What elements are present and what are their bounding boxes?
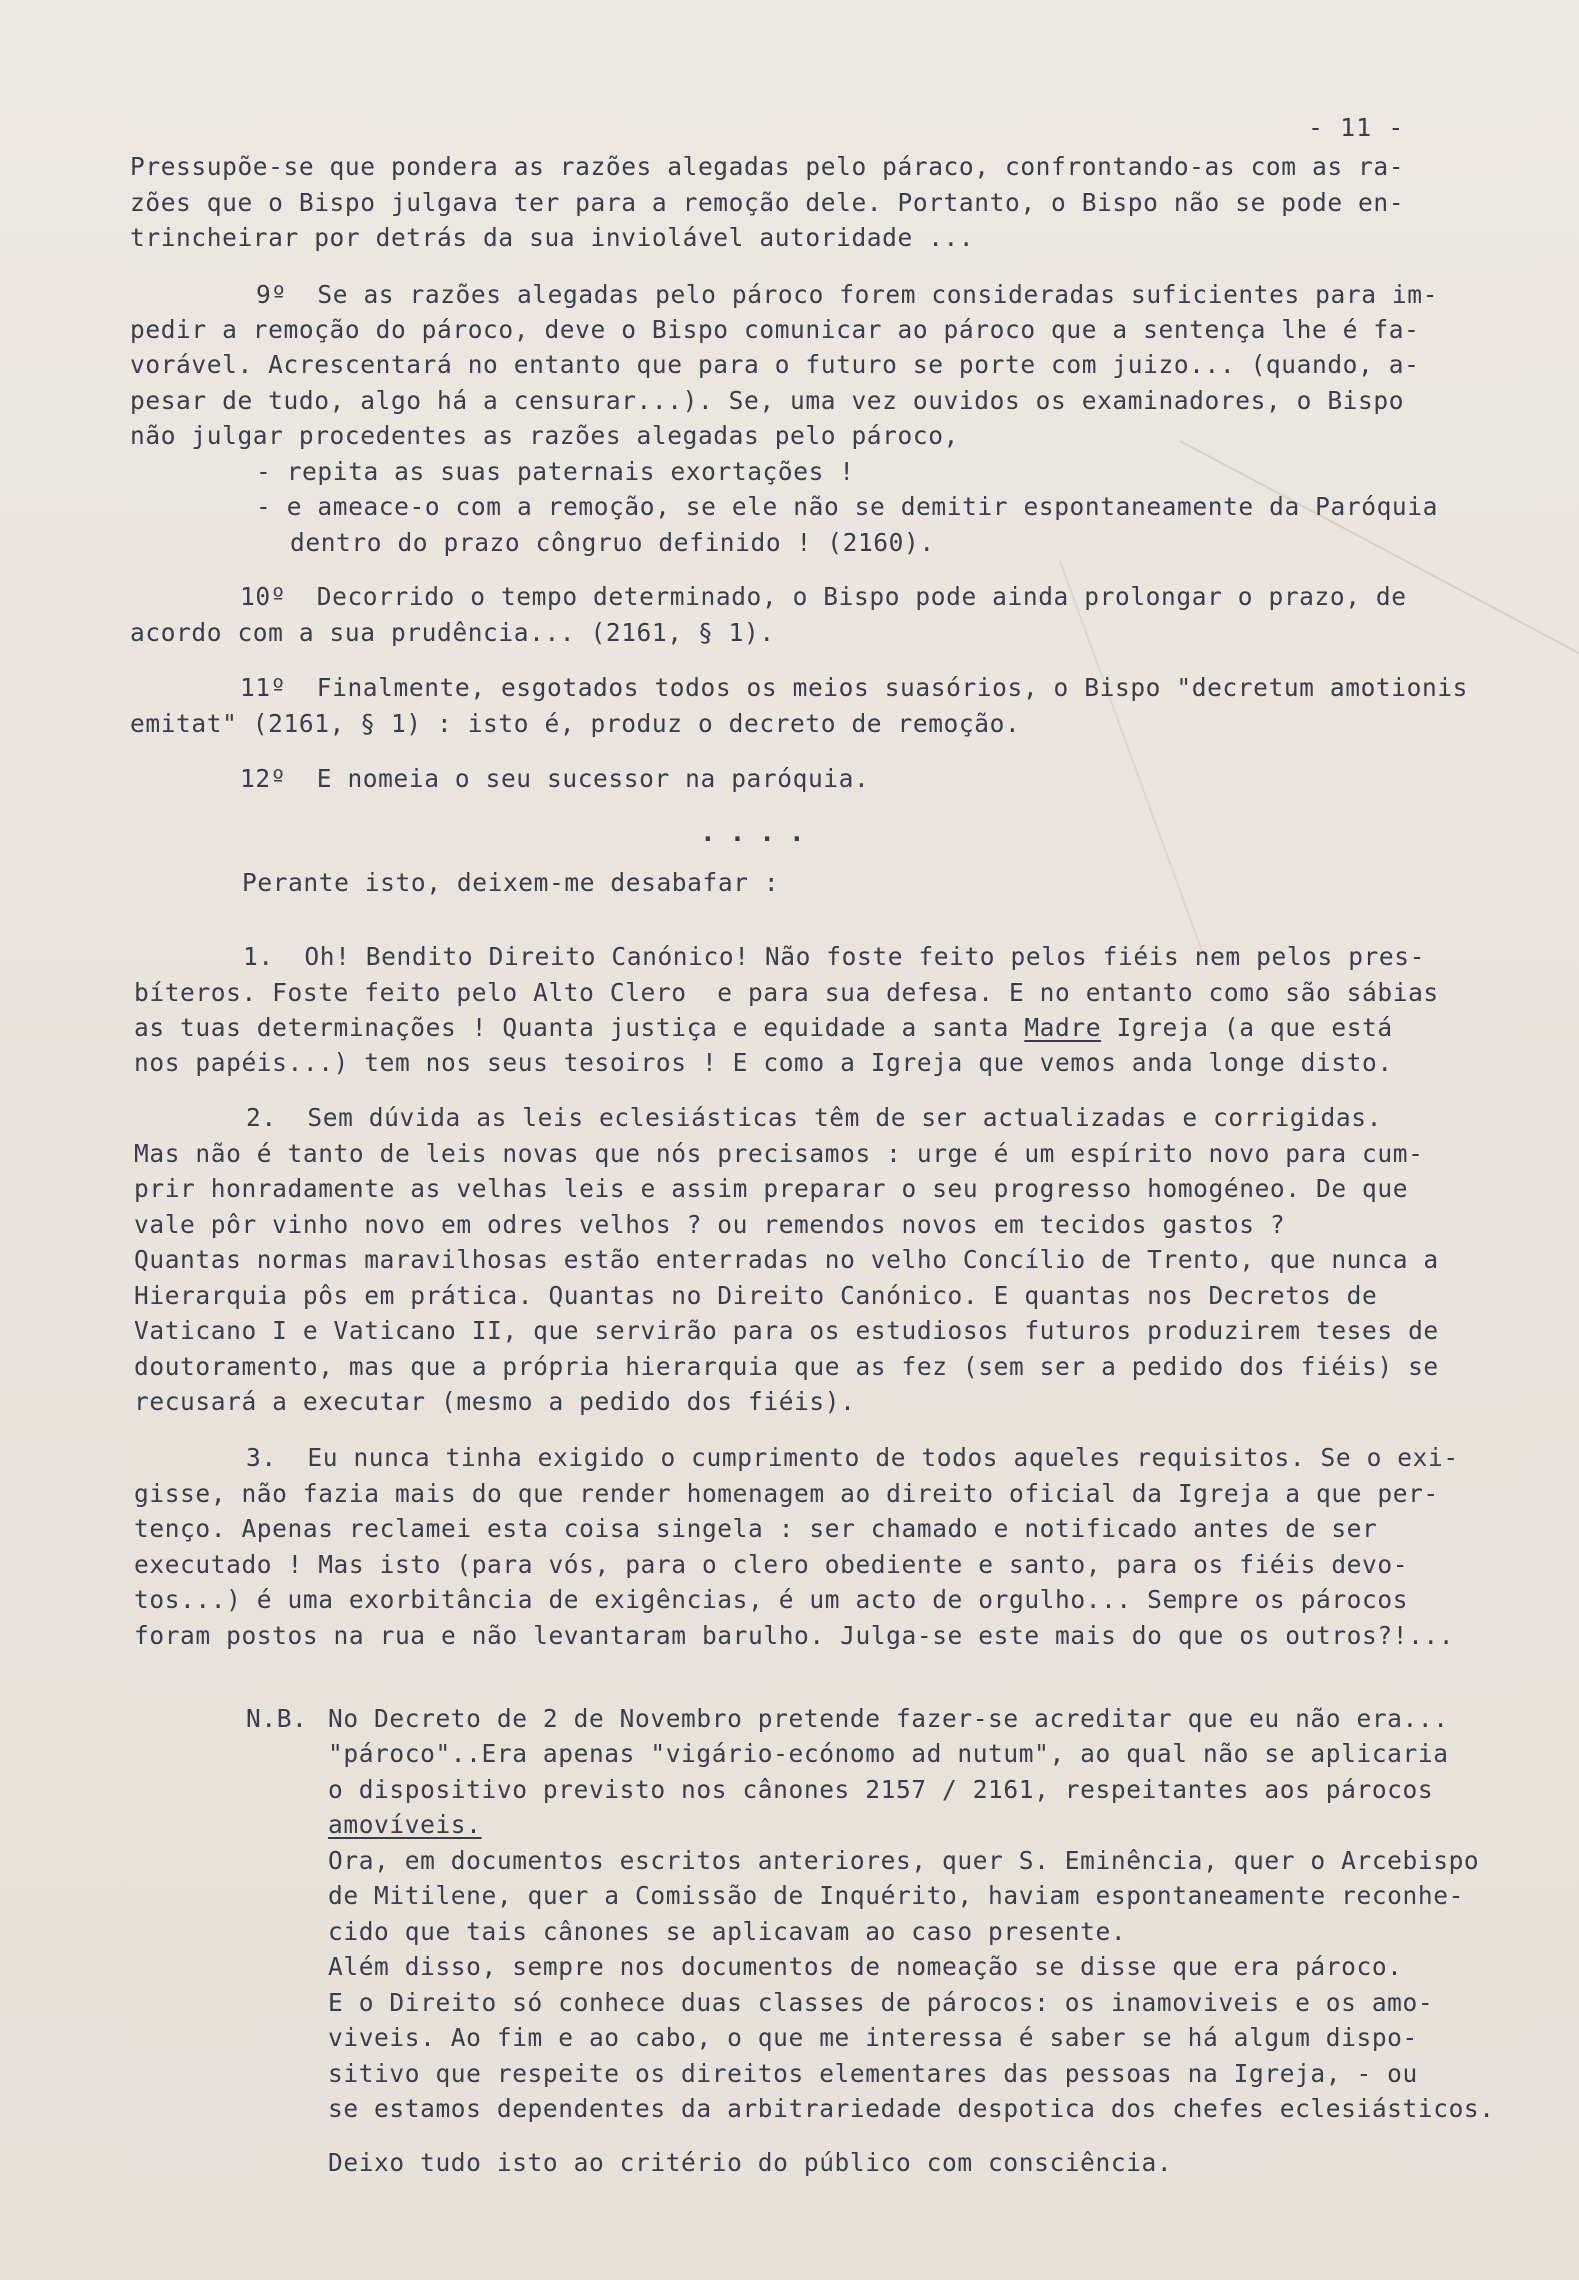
nb-line: de Mitilene, quer a Comissão de Inquérito, haviam espontaneamente reconhe- [328,1881,1464,1910]
paper-fold-crease [1180,440,1579,677]
nb-line: No Decreto de 2 de Novembro pretende fazer-se acreditar que eu não era... [328,1704,1449,1733]
nb-underlined-word: amovíveis. [328,1810,482,1839]
point2-line: Hierarquia pôs em prática. Quantas no Direito Canónico. E quantas nos Decretos de [134,1281,1378,1310]
nb-line: o dispositivo previsto nos cânones 2157 / 2161, respeitantes aos párocos [328,1775,1434,1804]
point2-line: doutoramento, mas que a própria hierarquia que as fez (sem ser a pedido dos fiéis) se [134,1352,1439,1381]
point2-line: 2. Sem dúvida as leis eclesiásticas têm de ser actualizadas e corrigidas. [246,1103,1382,1132]
point3-line: executado ! Mas isto (para vós, para o clero obediente e santo, para os fiéis devo- [134,1550,1409,1579]
item9-bullet: - repita as suas paternais exortações ! [256,457,855,486]
paper-fold-crease-secondary [1059,561,1205,956]
point2-line: vale pôr vinho novo em odres velhos ? ou remendos novos em tecidos gastos ? [134,1210,1286,1239]
nb-line: "pároco"..Era apenas "vigário-ecónomo ad nutum", ao qual não se aplicaria [328,1739,1449,1768]
nb-line: sitivo que respeite os direitos elementares das pessoas na Igreja, - ou [328,2059,1418,2088]
item11-line: emitat" (2161, § 1) : isto é, produz o decreto de remoção. [130,709,1021,738]
point3-line: foram postos na rua e não levantaram barulho. Julga-se este mais do que os outros?!... [134,1621,1455,1650]
nb-line: E o Direito só conhece duas classes de párocos: os inamoviveis e os amo- [328,1988,1434,2017]
point3-line: tos...) é uma exorbitância de exigências, é um acto de orgulho... Sempre os párocos [134,1585,1409,1614]
item10-line: 10º Decorrido o tempo determinado, o Bispo pode ainda prolongar o prazo, de [240,582,1407,611]
intro-line: trincheirar por detrás da sua inviolável autoridade ... [130,223,975,252]
point1-line: 1. Oh! Bendito Direito Canónico! Não foste feito pelos fiéis nem pelos pres- [243,942,1425,971]
point2-line: recusará a executar (mesmo a pedido dos fiéis). [134,1387,856,1416]
item9-bullet: - e ameace-o com a remoção, se ele não se demitir espontaneamente da Paróquia [256,492,1438,521]
item10-line: acordo com a sua prudência... (2161, § 1). [130,618,775,647]
point1-underlined-word: Madre [1024,1013,1102,1042]
nb-line: se estamos dependentes da arbitrariedade despotica dos chefes eclesiásticos. [328,2094,1495,2123]
intro-line: zões que o Bispo julgava ter para a remoção dele. Portanto, o Bispo não se pode en- [130,188,1405,217]
item11-line: 11º Finalmente, esgotados todos os meios suasórios, o Bispo "decretum amotionis [240,673,1469,702]
point3-line: gisse, não fazia mais do que render homenagem ao direito oficial da Igreja a que per- [134,1479,1439,1508]
point1-line: nos papéis...) tem nos seus tesoiros ! E como a Igreja que vemos anda longe disto. [134,1048,1393,1077]
item9-line: pesar de tudo, algo há a censurar...). Se, uma vez ouvidos os examinadores, o Bispo [130,386,1405,415]
item9-line: 9º Se as razões alegadas pelo pároco forem consideradas suficientes para im- [256,280,1438,309]
item9-line: pedir a remoção do pároco, deve o Bispo comunicar ao pároco que a sentença lhe é fa- [130,315,1420,344]
item12-line: 12º E nomeia o seu sucessor na paróquia. [240,764,870,793]
point2-line: Vaticano I e Vaticano II, que servirão para os estudiosos futuros produzirem teses de [134,1316,1439,1345]
point1-line: bíteros. Foste feito pelo Alto Clero e para sua defesa. E no entanto como são sábias [134,978,1439,1007]
point1-text: as tuas determinações ! Quanta justiça e equidade a santa [134,1013,1025,1042]
point1-text: Igreja (a que está [1101,1013,1393,1042]
intro-line: Pressupõe-se que pondera as razões alegadas pelo páraco, confrontando-as com as ra- [130,152,1405,181]
page-number: - 11 - [1308,113,1405,142]
point3-line: 3. Eu nunca tinha exigido o cumprimento de todos aqueles requisitos. Se o exi- [246,1443,1459,1472]
section-separator: .... [700,818,819,848]
nb-line: cido que tais cânones se aplicavam ao caso presente. [328,1917,1127,1946]
item9-line: vorável. Acrescentará no entanto que para o futuro se porte com juizo... (quando, a- [130,350,1420,379]
nb-line: Ora, em documentos escritos anteriores, quer S. Eminência, quer o Arcebispo [328,1846,1480,1875]
point3-line: tenço. Apenas reclamei esta coisa singela : ser chamado e notificado antes de ser [134,1514,1378,1543]
nb-label: N.B. [246,1704,308,1733]
nb-line: Além disso, sempre nos documentos de nomeação se disse que era pároco. [328,1952,1403,1981]
point2-line: Quantas normas maravilhosas estão enterradas no velho Concílio de Trento, que nunca a [134,1245,1439,1274]
closing-line: Deixo tudo isto ao critério do público com consciência. [328,2148,1173,2177]
point2-line: prir honradamente as velhas leis e assim preparar o seu progresso homogéneo. De que [134,1174,1409,1203]
item9-line: dentro do prazo côngruo definido ! (2160). [290,528,935,557]
outburst-line: Perante isto, deixem-me desabafar : [242,868,780,897]
point1-line [134,1013,1393,1043]
point2-line: Mas não é tanto de leis novas que nós precisamos : urge é um espírito novo para cum- [134,1139,1424,1168]
item9-line: não julgar procedentes as razões alegadas pelo pároco, [130,421,959,450]
nb-line: viveis. Ao fim e ao cabo, o que me interessa é saber se há algum dispo- [328,2023,1418,2052]
